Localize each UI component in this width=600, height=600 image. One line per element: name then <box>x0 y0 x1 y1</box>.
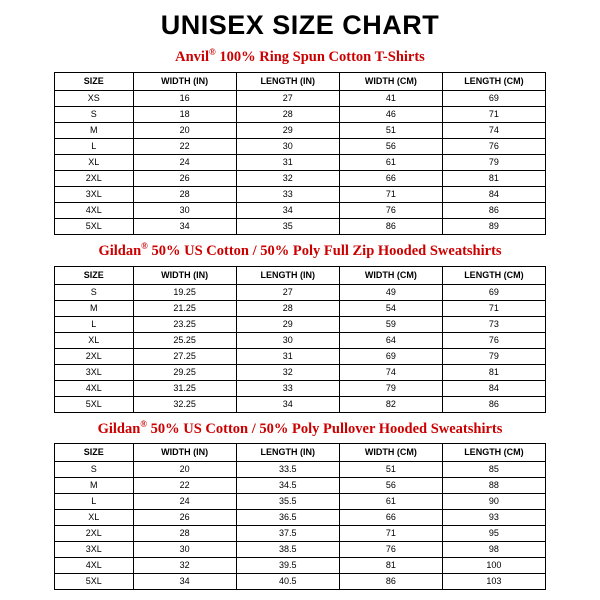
table-row <box>55 510 546 526</box>
registered-mark: ® <box>208 47 216 57</box>
measurement-cell: 85 <box>442 462 545 478</box>
size-cell: 4XL <box>55 380 134 396</box>
measurement-cell: 32 <box>133 558 236 574</box>
size-cell: 3XL <box>55 186 134 202</box>
measurement-cell: 66 <box>339 170 442 186</box>
measurement-cell: 40.5 <box>236 574 339 590</box>
column-header: SIZE <box>55 72 134 90</box>
table-row <box>55 284 546 300</box>
measurement-cell: 79 <box>442 154 545 170</box>
measurement-cell: 81 <box>339 558 442 574</box>
size-cell: L <box>55 494 134 510</box>
section-title-text: 100% Ring Spun Cotton T-Shirts <box>215 48 425 65</box>
measurement-cell: 30 <box>133 202 236 218</box>
size-cell: 4XL <box>55 202 134 218</box>
size-cell: XS <box>55 90 134 106</box>
measurement-cell: 103 <box>442 574 545 590</box>
size-cell: M <box>55 122 134 138</box>
measurement-cell: 30 <box>133 542 236 558</box>
measurement-cell: 28 <box>236 106 339 122</box>
measurement-cell: 56 <box>339 478 442 494</box>
measurement-cell: 23.25 <box>133 316 236 332</box>
registered-mark: ® <box>141 240 148 251</box>
column-header: LENGTH (IN) <box>236 444 339 462</box>
table-row <box>55 494 546 510</box>
size-cell: XL <box>55 154 134 170</box>
column-header: WIDTH (IN) <box>133 72 236 90</box>
table-row <box>55 332 546 348</box>
brand-name: Gildan <box>97 420 141 437</box>
table-row <box>55 364 546 380</box>
column-header: LENGTH (IN) <box>236 72 339 90</box>
column-header: SIZE <box>55 266 134 284</box>
measurement-cell: 71 <box>339 186 442 202</box>
measurement-cell: 51 <box>339 462 442 478</box>
measurement-cell: 33 <box>236 186 339 202</box>
table-row <box>55 300 546 316</box>
measurement-cell: 86 <box>442 396 545 412</box>
table-row <box>55 90 546 106</box>
table-row <box>55 526 546 542</box>
table-row <box>55 316 546 332</box>
measurement-cell: 86 <box>339 218 442 234</box>
table-row <box>55 122 546 138</box>
table-header-row <box>55 72 546 90</box>
measurement-cell: 28 <box>133 186 236 202</box>
size-cell: S <box>55 462 134 478</box>
column-header: WIDTH (CM) <box>339 72 442 90</box>
size-cell: 3XL <box>55 542 134 558</box>
table-row <box>55 138 546 154</box>
column-header: WIDTH (CM) <box>339 444 442 462</box>
measurement-cell: 82 <box>339 396 442 412</box>
table-row <box>55 462 546 478</box>
column-header: LENGTH (CM) <box>442 444 545 462</box>
measurement-cell: 79 <box>339 380 442 396</box>
measurement-cell: 27 <box>236 284 339 300</box>
measurement-cell: 71 <box>442 106 545 122</box>
measurement-cell: 84 <box>442 380 545 396</box>
size-cell: 5XL <box>55 396 134 412</box>
measurement-cell: 35.5 <box>236 494 339 510</box>
measurement-cell: 90 <box>442 494 545 510</box>
table-header-row <box>55 444 546 462</box>
measurement-cell: 28 <box>133 526 236 542</box>
table-row <box>55 218 546 234</box>
measurement-cell: 33 <box>236 380 339 396</box>
measurement-cell: 49 <box>339 284 442 300</box>
measurement-cell: 24 <box>133 154 236 170</box>
measurement-cell: 93 <box>442 510 545 526</box>
size-cell: 2XL <box>55 170 134 186</box>
measurement-cell: 86 <box>339 574 442 590</box>
page-title: UNISEX SIZE CHART <box>160 10 440 40</box>
measurement-cell: 36.5 <box>236 510 339 526</box>
measurement-cell: 54 <box>339 300 442 316</box>
measurement-cell: 76 <box>339 542 442 558</box>
size-cell: 5XL <box>55 218 134 234</box>
measurement-cell: 29 <box>236 122 339 138</box>
measurement-cell: 34.5 <box>236 478 339 494</box>
measurement-cell: 21.25 <box>133 300 236 316</box>
measurement-cell: 89 <box>442 218 545 234</box>
table-row <box>55 478 546 494</box>
table-row <box>55 348 546 364</box>
measurement-cell: 29.25 <box>133 364 236 380</box>
measurement-cell: 84 <box>442 186 545 202</box>
measurement-cell: 81 <box>442 170 545 186</box>
size-table <box>54 72 546 235</box>
size-cell: S <box>55 284 134 300</box>
section-title <box>0 241 600 260</box>
size-cell: M <box>55 300 134 316</box>
measurement-cell: 18 <box>133 106 236 122</box>
measurement-cell: 79 <box>442 348 545 364</box>
column-header: LENGTH (IN) <box>236 266 339 284</box>
table-row <box>55 170 546 186</box>
measurement-cell: 66 <box>339 510 442 526</box>
measurement-cell: 76 <box>339 202 442 218</box>
measurement-cell: 34 <box>236 396 339 412</box>
column-header: LENGTH (CM) <box>442 72 545 90</box>
column-header: LENGTH (CM) <box>442 266 545 284</box>
column-header: SIZE <box>55 444 134 462</box>
measurement-cell: 30 <box>236 332 339 348</box>
measurement-cell: 19.25 <box>133 284 236 300</box>
measurement-cell: 98 <box>442 542 545 558</box>
measurement-cell: 28 <box>236 300 339 316</box>
measurement-cell: 64 <box>339 332 442 348</box>
measurement-cell: 32 <box>236 170 339 186</box>
measurement-cell: 32.25 <box>133 396 236 412</box>
measurement-cell: 38.5 <box>236 542 339 558</box>
sections-container <box>0 47 600 590</box>
measurement-cell: 81 <box>442 364 545 380</box>
measurement-cell: 34 <box>133 218 236 234</box>
size-cell: 4XL <box>55 558 134 574</box>
measurement-cell: 88 <box>442 478 545 494</box>
brand-name: Anvil <box>175 48 209 65</box>
size-table <box>54 266 546 413</box>
measurement-cell: 39.5 <box>236 558 339 574</box>
measurement-cell: 61 <box>339 154 442 170</box>
measurement-cell: 41 <box>339 90 442 106</box>
measurement-cell: 20 <box>133 462 236 478</box>
measurement-cell: 76 <box>442 138 545 154</box>
section-title-text: 50% US Cotton / 50% Poly Pullover Hooded Sweatshirts <box>147 420 503 437</box>
size-cell: S <box>55 106 134 122</box>
table-header-row <box>55 266 546 284</box>
measurement-cell: 71 <box>339 526 442 542</box>
measurement-cell: 37.5 <box>236 526 339 542</box>
measurement-cell: 31 <box>236 154 339 170</box>
measurement-cell: 100 <box>442 558 545 574</box>
size-table <box>54 443 546 590</box>
measurement-cell: 34 <box>133 574 236 590</box>
registered-mark: ® <box>140 418 148 429</box>
measurement-cell: 56 <box>339 138 442 154</box>
measurement-cell: 29 <box>236 316 339 332</box>
measurement-cell: 35 <box>236 218 339 234</box>
size-cell: 3XL <box>55 364 134 380</box>
size-cell: 2XL <box>55 526 134 542</box>
measurement-cell: 22 <box>133 478 236 494</box>
measurement-cell: 69 <box>442 90 545 106</box>
measurement-cell: 69 <box>339 348 442 364</box>
table-row <box>55 106 546 122</box>
measurement-cell: 16 <box>133 90 236 106</box>
table-row <box>55 154 546 170</box>
section-title <box>0 47 600 66</box>
measurement-cell: 26 <box>133 510 236 526</box>
measurement-cell: 51 <box>339 122 442 138</box>
measurement-cell: 32 <box>236 364 339 380</box>
measurement-cell: 69 <box>442 284 545 300</box>
table-row <box>55 558 546 574</box>
table-row <box>55 574 546 590</box>
measurement-cell: 22 <box>133 138 236 154</box>
measurement-cell: 34 <box>236 202 339 218</box>
measurement-cell: 74 <box>339 364 442 380</box>
measurement-cell: 31.25 <box>133 380 236 396</box>
measurement-cell: 24 <box>133 494 236 510</box>
column-header: WIDTH (IN) <box>133 444 236 462</box>
measurement-cell: 76 <box>442 332 545 348</box>
section-title <box>0 419 600 438</box>
column-header: WIDTH (IN) <box>133 266 236 284</box>
measurement-cell: 86 <box>442 202 545 218</box>
measurement-cell: 71 <box>442 300 545 316</box>
measurement-cell: 61 <box>339 494 442 510</box>
table-row <box>55 186 546 202</box>
size-cell: 2XL <box>55 348 134 364</box>
column-header: WIDTH (CM) <box>339 266 442 284</box>
size-cell: L <box>55 316 134 332</box>
size-cell: L <box>55 138 134 154</box>
size-cell: M <box>55 478 134 494</box>
measurement-cell: 95 <box>442 526 545 542</box>
measurement-cell: 25.25 <box>133 332 236 348</box>
table-row <box>55 542 546 558</box>
measurement-cell: 46 <box>339 106 442 122</box>
size-cell: XL <box>55 510 134 526</box>
section-title-text: 50% US Cotton / 50% Poly Full Zip Hooded Sweatshirts <box>147 242 502 259</box>
measurement-cell: 33.5 <box>236 462 339 478</box>
measurement-cell: 27 <box>236 90 339 106</box>
size-cell: 5XL <box>55 574 134 590</box>
size-chart-section <box>0 419 600 591</box>
size-chart-section <box>0 47 600 235</box>
table-row <box>55 202 546 218</box>
size-cell: XL <box>55 332 134 348</box>
measurement-cell: 59 <box>339 316 442 332</box>
brand-name: Gildan <box>98 242 142 259</box>
measurement-cell: 31 <box>236 348 339 364</box>
measurement-cell: 26 <box>133 170 236 186</box>
measurement-cell: 73 <box>442 316 545 332</box>
measurement-cell: 20 <box>133 122 236 138</box>
size-chart-section <box>0 241 600 413</box>
measurement-cell: 27.25 <box>133 348 236 364</box>
measurement-cell: 74 <box>442 122 545 138</box>
measurement-cell: 30 <box>236 138 339 154</box>
table-row <box>55 380 546 396</box>
table-row <box>55 396 546 412</box>
